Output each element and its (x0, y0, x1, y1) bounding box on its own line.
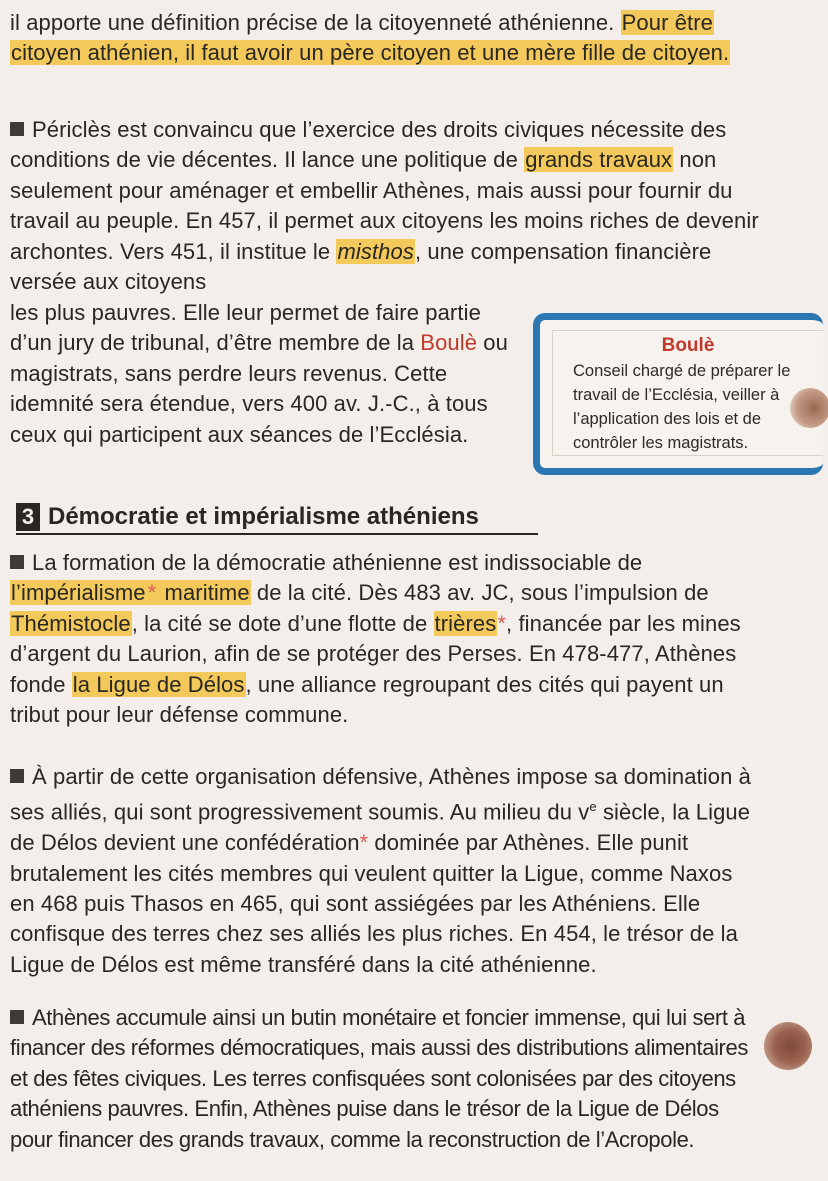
section3-paragraph-3 (10, 1003, 755, 1155)
s3p2-text-1: À partir de cette organisation défensive, Athènes impose sa domination à ses alliés, qui sont progressivement soumis. Au milieu du (10, 764, 751, 825)
paragraph-bullet-icon (10, 1010, 24, 1024)
s3p2-text-3: dominée par Athènes. Elle punit brutalement les cités membres qui veulent quitter la Ligue, comme Naxos en 468 puis Thasos en 465, qui sont assiégées par les Athéniens. Elle confisque des terres chez ses alliés les plus riches. En 454, le trésor de la Ligue de Délos est même transféré dans la cité athénienne. (10, 830, 738, 977)
century-numeral: v (578, 799, 590, 825)
pericles-text-1: Périclès est convaincu que l’exercice des droits civiques nécessite des conditions de vie décentes. Il lance une politique de (10, 117, 727, 173)
s3p1-text-5: , une alliance regroupant des cités qui payent un tribut pour leur défense commune. (10, 671, 724, 728)
s3p2-text-2: siècle, la Ligue de Délos devient une confédération (10, 799, 751, 856)
century-superscript: e (589, 799, 597, 815)
pericles-text-4: les plus pauvres. Elle leur permet de faire partie d’un jury de tribunal, d’être membre de la (10, 300, 481, 356)
glossary-star: * (359, 830, 369, 856)
intro-paragraph (10, 8, 770, 69)
pericles-paragraph-continued (10, 298, 510, 450)
themistocle-highlight: Thémistocle (11, 610, 131, 636)
intro-line: il apporte une définition précise de la citoyenneté athénienne. (10, 10, 615, 35)
pericles-text-2: non seulement pour aménager et embellir Athènes, mais aussi pour fournir du travail au peuple. En 457, il permet aux citoyens les moins riches de devenir archontes. Vers 451, il institue le (10, 147, 759, 264)
boule-box-inner (552, 330, 823, 456)
imperialisme-highlight: l’impérialisme (11, 580, 146, 606)
glossary-star: * (147, 580, 157, 606)
finger-shadow (790, 388, 828, 428)
section3-paragraph-1 (10, 548, 755, 730)
paragraph-bullet-icon (10, 555, 24, 569)
boule-term: Boulè (420, 330, 478, 356)
ligue-de-delos-highlight: la Ligue de Délos (72, 671, 245, 697)
glossary-star: * (497, 610, 507, 636)
s3p3-text: Athènes accumule ainsi un butin monétaire et foncier immense, qui lui sert à financer des réformes démocratiques, mais aussi des distributions alimentaires et des fêtes civiques. Les terres confisquées sont colonisées par des citoyens athéniens pauvres. Enfin, Athènes puise dans le trésor de la Ligue de Délos pour financer des grands travaux, comme la reconstruction de l’Acropole. (10, 1005, 748, 1152)
finger-shadow (764, 1022, 812, 1070)
s3p1-text-2: de la cité. Dès 483 av. JC, sous l’impulsion de (250, 580, 709, 606)
s3p1-text-4: , financée par les mines d’argent du Laurion, afin de se protéger des Perses. En 478-477, Athènes fonde (10, 610, 741, 697)
paragraph-bullet-icon (10, 769, 24, 783)
maritime-highlight: maritime (158, 580, 250, 606)
boule-box-title: Boulè (661, 335, 715, 356)
pericles-text-5: ou magistrats, sans perdre leurs revenus. Cette idemnité sera étendue, vers 400 av. J.-C., à tous ceux qui participent aux séances de l’Ecclésia. (10, 330, 508, 447)
trieres-highlight: trières (434, 610, 497, 636)
paragraph-bullet-icon (10, 122, 24, 136)
pericles-paragraph (10, 115, 760, 297)
misthos-highlight: misthos (337, 238, 414, 264)
section-heading (16, 503, 538, 535)
section3-paragraph-2 (10, 762, 755, 980)
boule-box-text: Conseil chargé de préparer le travail de l’Ecclésia, veiller à l’application des lois et de contrôler les magistrats. (573, 362, 791, 452)
section-number-badge: 3 (16, 503, 40, 531)
s3p1-text-1: La formation de la démocratie athénienne est indissociable de (32, 550, 643, 575)
section-title: Démocratie et impérialisme athéniens (48, 503, 479, 530)
pericles-text-3: , une compensation financière versée aux citoyens (10, 238, 712, 295)
s3p1-text-3: , la cité se dote d’une flotte de (131, 610, 434, 636)
grands-travaux-highlight: grands travaux (525, 147, 673, 173)
citizenship-definition-highlight: Pour être citoyen athénien, il faut avoir un père citoyen et une mère fille de citoyen. (11, 10, 730, 66)
boule-definition-box (533, 313, 823, 475)
